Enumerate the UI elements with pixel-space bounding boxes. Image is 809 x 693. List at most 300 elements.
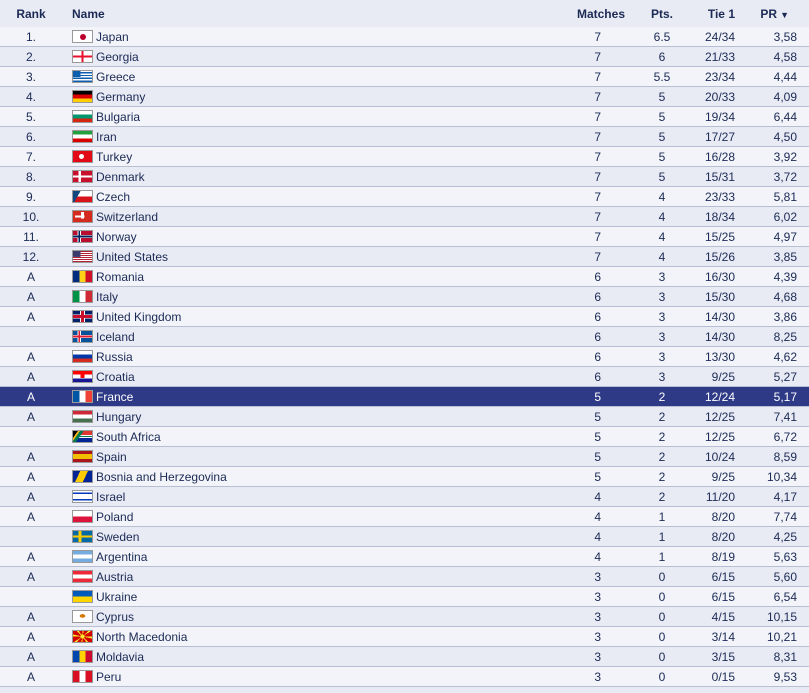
table-row[interactable]	[0, 227, 809, 247]
table-row[interactable]	[0, 167, 809, 187]
name-cell	[62, 287, 557, 307]
pr-cell: 3,86	[743, 307, 809, 327]
table-row[interactable]	[0, 87, 809, 107]
pts-cell: 4	[641, 227, 683, 247]
matches-cell: 7	[557, 67, 641, 87]
pr-cell: 5,17	[743, 387, 809, 407]
pr-cell: 6,54	[743, 587, 809, 607]
matches-cell: 3	[557, 587, 641, 607]
country-name[interactable]: Spain	[96, 449, 127, 464]
sweden-flag-icon	[72, 530, 93, 543]
name-cell	[62, 527, 557, 547]
tie-cell: 16/28	[683, 147, 743, 167]
table-row[interactable]	[0, 67, 809, 87]
denmark-flag-icon	[72, 170, 93, 183]
name-cell	[62, 47, 557, 67]
pr-cell: 3,58	[743, 27, 809, 47]
table-row[interactable]	[0, 27, 809, 47]
georgia-flag-icon	[72, 50, 93, 63]
name-cell	[62, 127, 557, 147]
matches-cell: 7	[557, 187, 641, 207]
table-row[interactable]	[0, 327, 809, 347]
croatia-flag-icon	[72, 370, 93, 383]
tie-cell: 14/30	[683, 327, 743, 347]
uk-flag-icon	[72, 310, 93, 323]
name-cell	[62, 387, 557, 407]
italy-flag-icon	[72, 290, 93, 303]
rank-cell	[0, 427, 62, 447]
name-cell	[62, 327, 557, 347]
rank-cell: 5.	[0, 107, 62, 127]
japan-flag-icon	[72, 30, 93, 43]
pr-cell: 4,50	[743, 127, 809, 147]
name-cell	[62, 667, 557, 687]
pr-cell: 3,72	[743, 167, 809, 187]
name-cell	[62, 507, 557, 527]
country-name[interactable]: Sweden	[96, 529, 140, 544]
country-name[interactable]: Georgia	[96, 49, 139, 64]
pr-cell: 5,63	[743, 547, 809, 567]
rank-cell: A	[0, 627, 62, 647]
germany-flag-icon	[72, 90, 93, 103]
matches-cell: 7	[557, 27, 641, 47]
column-header-matches[interactable]: Matches	[576, 6, 625, 21]
pts-cell: 2	[641, 427, 683, 447]
tie-cell: 3/14	[683, 627, 743, 647]
rank-cell: 1.	[0, 27, 62, 47]
pr-cell: 3,92	[743, 147, 809, 167]
rank-cell: 10.	[0, 207, 62, 227]
rank-cell: A	[0, 607, 62, 627]
tie-cell: 8/19	[683, 547, 743, 567]
name-cell	[62, 467, 557, 487]
country-name[interactable]: Romania	[96, 269, 145, 284]
pts-cell: 0	[641, 667, 683, 687]
table-row[interactable]	[0, 187, 809, 207]
pts-cell: 0	[641, 567, 683, 587]
table-row[interactable]	[0, 507, 809, 527]
country-name[interactable]: Israel	[96, 489, 126, 504]
name-cell	[62, 207, 557, 227]
rank-cell	[0, 527, 62, 547]
table-row[interactable]	[0, 267, 809, 287]
tie-cell: 15/25	[683, 227, 743, 247]
cyprus-flag-icon	[72, 610, 93, 623]
table-row[interactable]	[0, 287, 809, 307]
pts-cell: 4	[641, 247, 683, 267]
country-name[interactable]: Turkey	[96, 149, 133, 164]
name-cell	[62, 447, 557, 467]
south-africa-flag-icon	[72, 430, 93, 443]
tie-cell: 10/24	[683, 447, 743, 467]
name-cell	[62, 427, 557, 447]
name-cell	[62, 27, 557, 47]
tie-cell: 9/25	[683, 467, 743, 487]
country-name[interactable]: United States	[96, 249, 169, 264]
rank-cell: A	[0, 507, 62, 527]
tie-cell: 14/30	[683, 307, 743, 327]
column-header-rank[interactable]: Rank	[16, 6, 46, 21]
country-name[interactable]: France	[96, 389, 134, 404]
austria-flag-icon	[72, 570, 93, 583]
tie-cell: 12/25	[683, 427, 743, 447]
rank-cell: A	[0, 487, 62, 507]
country-name[interactable]: Denmark	[96, 169, 145, 184]
rank-cell: 3.	[0, 67, 62, 87]
pts-cell: 0	[641, 647, 683, 667]
country-name[interactable]: Austria	[96, 569, 134, 584]
pr-cell: 5,27	[743, 367, 809, 387]
matches-cell: 7	[557, 127, 641, 147]
table-row[interactable]	[0, 667, 809, 687]
pts-cell: 2	[641, 387, 683, 407]
pts-cell: 0	[641, 627, 683, 647]
country-name[interactable]: Bulgaria	[96, 109, 141, 124]
pts-cell: 3	[641, 307, 683, 327]
matches-cell: 5	[557, 447, 641, 467]
tie-cell: 11/20	[683, 487, 743, 507]
matches-cell: 3	[557, 567, 641, 587]
ukraine-flag-icon	[72, 590, 93, 603]
tie-cell: 16/30	[683, 267, 743, 287]
pts-cell: 3	[641, 287, 683, 307]
name-cell	[62, 567, 557, 587]
rank-cell: 4.	[0, 87, 62, 107]
rank-cell: A	[0, 307, 62, 327]
table-row[interactable]	[0, 367, 809, 387]
russia-flag-icon	[72, 350, 93, 363]
rank-cell: 9.	[0, 187, 62, 207]
table-row[interactable]	[0, 567, 809, 587]
matches-cell: 6	[557, 307, 641, 327]
pts-cell: 4	[641, 207, 683, 227]
column-header-tie[interactable]: Tie 1	[707, 6, 735, 21]
tie-cell: 12/24	[683, 387, 743, 407]
rank-cell: 8.	[0, 167, 62, 187]
moldova-flag-icon	[72, 650, 93, 663]
pr-cell: 3,85	[743, 247, 809, 267]
tie-cell: 8/20	[683, 507, 743, 527]
rank-cell: A	[0, 387, 62, 407]
name-cell	[62, 227, 557, 247]
rank-cell: A	[0, 347, 62, 367]
pr-cell: 5,60	[743, 567, 809, 587]
matches-cell: 6	[557, 347, 641, 367]
pr-cell: 4,39	[743, 267, 809, 287]
name-cell	[62, 407, 557, 427]
matches-cell: 5	[557, 387, 641, 407]
pts-cell: 5	[641, 107, 683, 127]
matches-cell: 7	[557, 47, 641, 67]
name-cell	[62, 487, 557, 507]
tie-cell: 0/15	[683, 667, 743, 687]
pts-cell: 2	[641, 467, 683, 487]
country-name[interactable]: Italy	[96, 289, 119, 304]
tie-cell: 21/33	[683, 47, 743, 67]
table-row[interactable]	[0, 607, 809, 627]
pts-cell: 4	[641, 187, 683, 207]
rank-cell: 11.	[0, 227, 62, 247]
pts-cell: 5	[641, 147, 683, 167]
usa-flag-icon	[72, 250, 93, 263]
country-name[interactable]: Norway	[96, 229, 137, 244]
bulgaria-flag-icon	[72, 110, 93, 123]
column-header-name[interactable]: Name	[72, 6, 105, 21]
pr-cell: 4,58	[743, 47, 809, 67]
country-name[interactable]: Hungary	[96, 409, 142, 424]
pts-cell: 0	[641, 587, 683, 607]
pr-cell: 7,74	[743, 507, 809, 527]
matches-cell: 7	[557, 207, 641, 227]
country-name[interactable]: Peru	[96, 669, 122, 684]
sort-descending-icon[interactable]: ▼	[780, 9, 789, 20]
matches-cell: 4	[557, 507, 641, 527]
name-cell	[62, 267, 557, 287]
tie-cell: 18/34	[683, 207, 743, 227]
country-name[interactable]: Germany	[96, 89, 146, 104]
rank-cell: 2.	[0, 47, 62, 67]
column-header-pr[interactable]	[743, 0, 809, 27]
table-row[interactable]	[0, 107, 809, 127]
pr-cell: 4,09	[743, 87, 809, 107]
table-header-row	[0, 0, 809, 27]
pr-cell: 6,44	[743, 107, 809, 127]
country-name[interactable]: Poland	[96, 509, 134, 524]
tie-cell: 15/26	[683, 247, 743, 267]
argentina-flag-icon	[72, 550, 93, 563]
bosnia-flag-icon	[72, 470, 93, 483]
rank-cell: A	[0, 407, 62, 427]
spain-flag-icon	[72, 450, 93, 463]
pr-cell: 4,44	[743, 67, 809, 87]
pr-cell: 5,81	[743, 187, 809, 207]
table-row[interactable]	[0, 427, 809, 447]
tie-cell: 23/33	[683, 187, 743, 207]
name-cell	[62, 107, 557, 127]
name-cell	[62, 187, 557, 207]
rank-cell: 6.	[0, 127, 62, 147]
rank-cell	[0, 327, 62, 347]
table-row[interactable]	[0, 247, 809, 267]
matches-cell: 3	[557, 667, 641, 687]
israel-flag-icon	[72, 490, 93, 503]
table-row[interactable]	[0, 347, 809, 367]
pts-cell: 2	[641, 407, 683, 427]
table-row[interactable]	[0, 307, 809, 327]
pr-cell: 6,72	[743, 427, 809, 447]
country-name[interactable]: Cyprus	[96, 609, 135, 624]
pts-cell: 2	[641, 487, 683, 507]
iceland-flag-icon	[72, 330, 93, 343]
pr-cell: 4,17	[743, 487, 809, 507]
pr-cell: 10,15	[743, 607, 809, 627]
country-name[interactable]: Ukraine	[96, 589, 138, 604]
country-name[interactable]: Greece	[96, 69, 136, 84]
pr-cell: 6,02	[743, 207, 809, 227]
tie-cell: 15/31	[683, 167, 743, 187]
rank-cell: A	[0, 647, 62, 667]
matches-cell: 7	[557, 247, 641, 267]
table-row[interactable]	[0, 447, 809, 467]
tie-cell: 9/25	[683, 367, 743, 387]
pr-cell: 10,34	[743, 467, 809, 487]
matches-cell: 3	[557, 627, 641, 647]
name-cell	[62, 547, 557, 567]
rank-cell: 12.	[0, 247, 62, 267]
matches-cell: 3	[557, 647, 641, 667]
name-cell	[62, 627, 557, 647]
matches-cell: 4	[557, 487, 641, 507]
matches-cell: 6	[557, 367, 641, 387]
pts-cell: 6	[641, 47, 683, 67]
country-name[interactable]: Moldavia	[96, 649, 145, 664]
country-name[interactable]: Argentina	[96, 549, 148, 564]
country-name[interactable]: South Africa	[96, 429, 161, 444]
name-cell	[62, 67, 557, 87]
column-header-pts[interactable]: Pts.	[650, 6, 673, 21]
tie-cell: 3/15	[683, 647, 743, 667]
pts-cell: 3	[641, 267, 683, 287]
pts-cell: 1	[641, 527, 683, 547]
table-row[interactable]	[0, 467, 809, 487]
pts-cell: 5.5	[641, 67, 683, 87]
pts-cell: 6.5	[641, 27, 683, 47]
pr-cell: 4,25	[743, 527, 809, 547]
table-row[interactable]	[0, 387, 809, 407]
matches-cell: 5	[557, 467, 641, 487]
tie-cell: 4/15	[683, 607, 743, 627]
romania-flag-icon	[72, 270, 93, 283]
name-cell	[62, 87, 557, 107]
tie-cell: 15/30	[683, 287, 743, 307]
country-name[interactable]: Japan	[96, 29, 129, 44]
country-name[interactable]: Iceland	[96, 329, 135, 344]
name-cell	[62, 367, 557, 387]
pr-cell: 4,68	[743, 287, 809, 307]
pr-cell: 8,59	[743, 447, 809, 467]
tie-cell: 13/30	[683, 347, 743, 367]
tie-cell: 19/34	[683, 107, 743, 127]
greece-flag-icon	[72, 70, 93, 83]
pr-cell: 8,31	[743, 647, 809, 667]
name-cell	[62, 607, 557, 627]
name-cell	[62, 647, 557, 667]
poland-flag-icon	[72, 510, 93, 523]
pts-cell: 5	[641, 167, 683, 187]
country-name[interactable]: Switzerland	[96, 209, 159, 224]
pr-cell: 9,53	[743, 667, 809, 687]
rank-cell: A	[0, 567, 62, 587]
rank-cell: A	[0, 547, 62, 567]
pts-cell: 5	[641, 127, 683, 147]
pts-cell: 1	[641, 547, 683, 567]
table-row[interactable]	[0, 547, 809, 567]
matches-cell: 3	[557, 607, 641, 627]
table-row[interactable]	[0, 207, 809, 227]
tie-cell: 6/15	[683, 567, 743, 587]
rank-cell: A	[0, 367, 62, 387]
rank-cell: A	[0, 287, 62, 307]
turkey-flag-icon	[72, 150, 93, 163]
table-row[interactable]	[0, 647, 809, 667]
country-name[interactable]: Bosnia and Herzegovina	[96, 469, 227, 484]
pts-cell: 3	[641, 327, 683, 347]
rank-cell: A	[0, 467, 62, 487]
table-row[interactable]	[0, 407, 809, 427]
pr-cell: 7,41	[743, 407, 809, 427]
matches-cell: 4	[557, 547, 641, 567]
pts-cell: 2	[641, 447, 683, 467]
rank-cell: A	[0, 447, 62, 467]
tie-cell: 17/27	[683, 127, 743, 147]
pr-cell: 8,25	[743, 327, 809, 347]
matches-cell: 4	[557, 527, 641, 547]
matches-cell: 7	[557, 147, 641, 167]
matches-cell: 7	[557, 167, 641, 187]
matches-cell: 7	[557, 87, 641, 107]
iran-flag-icon	[72, 130, 93, 143]
country-name[interactable]: Russia	[96, 349, 133, 364]
norway-flag-icon	[72, 230, 93, 243]
table-row[interactable]	[0, 587, 809, 607]
table-row[interactable]	[0, 627, 809, 647]
name-cell	[62, 587, 557, 607]
column-header-pr-label: PR	[760, 6, 778, 21]
tie-cell: 23/34	[683, 67, 743, 87]
tie-cell: 6/15	[683, 587, 743, 607]
table-row[interactable]	[0, 487, 809, 507]
pts-cell: 3	[641, 347, 683, 367]
rank-cell: 7.	[0, 147, 62, 167]
table-row[interactable]	[0, 127, 809, 147]
matches-cell: 7	[557, 107, 641, 127]
pts-cell: 1	[641, 507, 683, 527]
country-name[interactable]: North Macedonia	[96, 629, 188, 644]
hungary-flag-icon	[72, 410, 93, 423]
country-name[interactable]: United Kingdom	[96, 309, 182, 324]
pr-cell: 4,97	[743, 227, 809, 247]
rank-cell: A	[0, 667, 62, 687]
name-cell	[62, 307, 557, 327]
north-macedonia-flag-icon	[72, 630, 93, 643]
matches-cell: 7	[557, 227, 641, 247]
rank-cell: A	[0, 267, 62, 287]
pts-cell: 5	[641, 87, 683, 107]
czech-flag-icon	[72, 190, 93, 203]
tie-cell: 20/33	[683, 87, 743, 107]
table-row[interactable]	[0, 47, 809, 67]
country-name[interactable]: Iran	[96, 129, 117, 144]
pr-cell: 4,62	[743, 347, 809, 367]
pts-cell: 3	[641, 367, 683, 387]
name-cell	[62, 347, 557, 367]
matches-cell: 5	[557, 427, 641, 447]
matches-cell: 6	[557, 327, 641, 347]
name-cell	[62, 147, 557, 167]
country-name[interactable]: Czech	[96, 189, 131, 204]
tie-cell: 24/34	[683, 27, 743, 47]
switzerland-flag-icon	[72, 210, 93, 223]
table-row[interactable]	[0, 147, 809, 167]
peru-flag-icon	[72, 670, 93, 683]
matches-cell: 5	[557, 407, 641, 427]
country-name[interactable]: Croatia	[96, 369, 135, 384]
table-row[interactable]	[0, 527, 809, 547]
france-flag-icon	[72, 390, 93, 403]
matches-cell: 6	[557, 267, 641, 287]
rank-cell	[0, 587, 62, 607]
pts-cell: 0	[641, 607, 683, 627]
